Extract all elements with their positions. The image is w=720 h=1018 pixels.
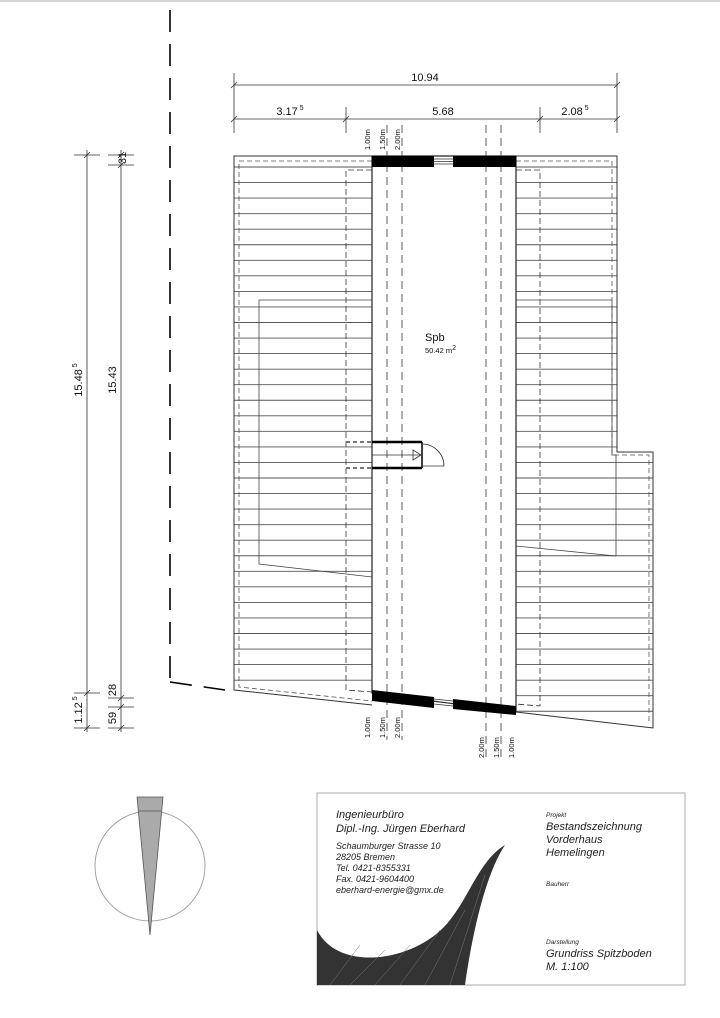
roof-outline-right-dashed bbox=[516, 161, 649, 724]
project-line: Bestandszeichnung bbox=[546, 821, 643, 833]
room-area: 50.42 m2 bbox=[425, 345, 457, 355]
height-mark-bottom: 1.50m bbox=[378, 717, 387, 738]
office-email: eberhard-energie@gmx.de bbox=[336, 885, 444, 895]
attic-room bbox=[372, 156, 516, 712]
dim-middle-width: 5.68 bbox=[432, 106, 454, 118]
gable-wall-top-left bbox=[372, 156, 434, 167]
dimension-left bbox=[74, 150, 134, 732]
height-mark-top: 2.00m bbox=[393, 129, 402, 150]
project-label: Projekt bbox=[546, 812, 567, 819]
office-phone: Tel. 0421-8355331 bbox=[336, 863, 411, 873]
roof-outline-right bbox=[516, 156, 653, 728]
dim-outer-bottom-height: 1.12$^5$ bbox=[72, 696, 85, 724]
height-mark-bottom: 1.00m bbox=[363, 717, 372, 738]
project-line: Vorderhaus bbox=[546, 834, 603, 846]
roof-plan bbox=[234, 125, 653, 760]
project-line: Hemelingen bbox=[546, 847, 605, 859]
dim-inner-bottom2: 59 bbox=[107, 711, 119, 725]
dim-inner-total-height: 15.43 bbox=[107, 366, 119, 394]
dim-outer-total-height: 15.48$^5$ bbox=[72, 363, 85, 397]
lower-floor-outline-left bbox=[259, 300, 372, 577]
height-mark-bottom: 1.00m bbox=[507, 737, 516, 758]
dim-left-width: 3.17 $^5$ bbox=[276, 105, 304, 118]
height-mark-bottom: 2.00m bbox=[477, 737, 486, 758]
office-fax: Fax. 0421-9604400 bbox=[336, 874, 415, 884]
office-engineer: Dipl.-Ing. Jürgen Eberhard bbox=[336, 823, 466, 835]
rafters-right bbox=[516, 167, 653, 711]
office-city: 28205 Bremen bbox=[336, 852, 396, 862]
office-name: Ingenieurbüro bbox=[336, 809, 404, 821]
view-title: Grundriss Spitzboden bbox=[546, 948, 652, 960]
property-boundary-line-bottom bbox=[170, 682, 225, 690]
dim-right-width: 2.08 $^5$ bbox=[561, 105, 589, 118]
dim-inner-top: 31 bbox=[117, 151, 129, 165]
roof-outline-left bbox=[234, 156, 372, 705]
drawing-scale: M. 1:100 bbox=[546, 961, 589, 973]
gable-wall-top-right bbox=[453, 156, 516, 167]
view-label: Darstellung bbox=[546, 939, 579, 946]
room-name: Spb bbox=[425, 332, 445, 344]
height-mark-bottom: 2.00m bbox=[393, 717, 402, 738]
north-arrow-icon bbox=[95, 797, 205, 935]
dim-inner-bottom1: 28 bbox=[107, 683, 119, 697]
rafters-left bbox=[234, 167, 372, 680]
office-address: Schaumburger Strasse 10 bbox=[336, 841, 441, 851]
height-mark-top: 1.00m bbox=[363, 129, 372, 150]
height-mark-bottom: 1.50m bbox=[492, 737, 501, 758]
dim-total-width: 10.94 bbox=[411, 72, 439, 84]
wall-dashed-right bbox=[516, 170, 540, 706]
client-label: Bauherr bbox=[546, 881, 570, 888]
height-mark-top: 1.50m bbox=[378, 129, 387, 150]
